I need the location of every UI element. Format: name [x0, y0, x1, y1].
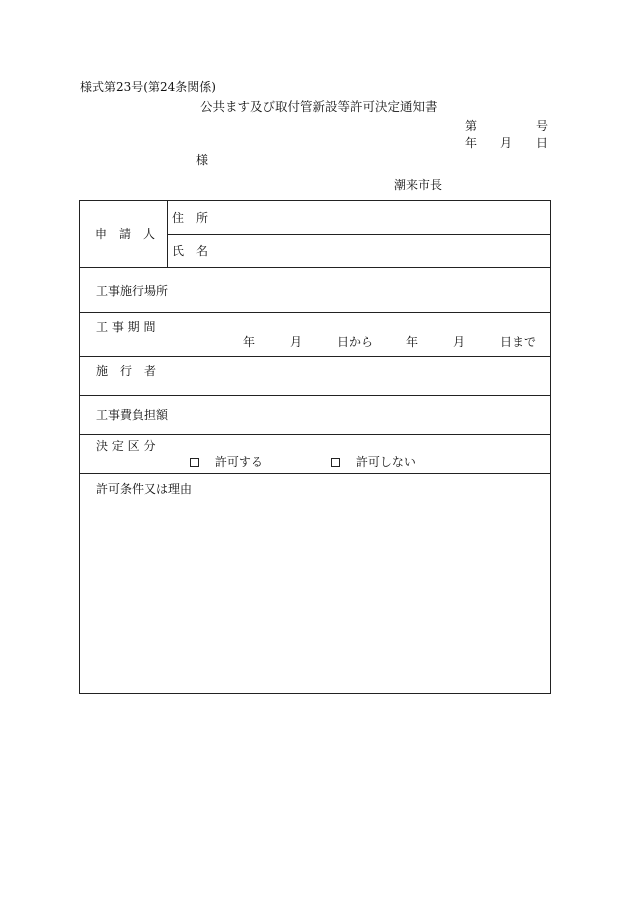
decision-option-deny[interactable]: [331, 456, 416, 468]
period-end-year: 年: [406, 335, 419, 349]
row-divider-applicant-inner: [167, 234, 550, 235]
row-divider-6: [80, 473, 550, 474]
row-divider-1: [80, 267, 550, 268]
conditions-label: 許可条件又は理由: [96, 482, 193, 496]
date-day-label: 日: [536, 136, 549, 150]
contractor-label: 施 行 者: [96, 364, 157, 378]
issuer-name: 潮来市長: [394, 178, 443, 192]
permit-form-table: [79, 200, 551, 694]
row-divider-3: [80, 356, 550, 357]
date-year-label: 年: [465, 136, 478, 150]
date-month-label: 月: [500, 136, 513, 150]
period-start-year: 年: [243, 335, 256, 349]
permit-checkbox[interactable]: [190, 458, 199, 467]
deny-checkbox[interactable]: [331, 458, 340, 467]
name-label: 氏 名: [172, 244, 209, 258]
decision-label: 決 定 区 分: [96, 439, 156, 453]
document-number-prefix: 第: [465, 119, 478, 133]
row-divider-5: [80, 434, 550, 435]
construction-period-label: 工 事 期 間: [96, 320, 156, 334]
period-end-month: 月: [453, 335, 466, 349]
period-end-day: 日まで: [500, 335, 537, 349]
cost-share-label: 工事費負担額: [96, 408, 169, 422]
document-title: 公共ます及び取付管新設等許可決定通知書: [200, 99, 438, 114]
row-divider-2: [80, 312, 550, 313]
applicant-column-divider: [167, 201, 168, 267]
construction-site-label: 工事施行場所: [96, 284, 169, 298]
address-label: 住 所: [172, 211, 209, 225]
addressee-honorific: 様: [196, 153, 209, 167]
row-divider-4: [80, 395, 550, 396]
decision-option-permit[interactable]: [190, 456, 263, 468]
document-number-suffix: 号: [536, 119, 549, 133]
period-start-day: 日から: [337, 335, 374, 349]
form-number: 様式第23号(第24条関係): [80, 80, 216, 94]
applicant-label: 申 請 人: [95, 227, 156, 241]
deny-option-label: 許可しない: [355, 455, 416, 469]
permit-option-label: 許可する: [214, 455, 263, 469]
period-start-month: 月: [290, 335, 303, 349]
